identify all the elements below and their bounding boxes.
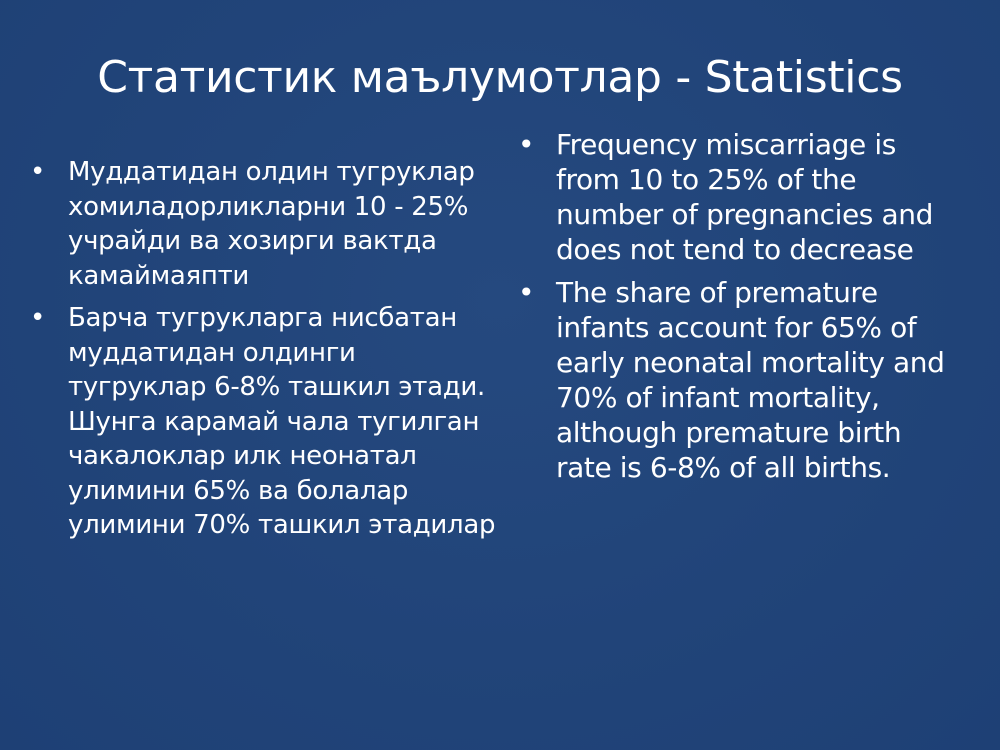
right-bullet-list — [518, 127, 948, 493]
bullet-icon: • — [30, 303, 46, 333]
list-item — [30, 155, 498, 293]
bullet-icon: • — [30, 157, 46, 187]
slide-title: Статистик маълумотлар - Statistics — [97, 52, 903, 103]
list-item — [518, 275, 948, 485]
bullet-icon: • — [518, 128, 535, 161]
list-item — [518, 127, 948, 267]
bullet-text: The share of premature infants account for 65% of early neonatal mortality and 70% of infant mortality, although premature birth rate is 6-8% of all births. — [556, 276, 945, 484]
bullet-text: Барча тугрукларга нисбатан муддатидан олдинги тугруклар 6-8% ташкил этади. Шунга карамай чала тугилган чакалоклар илк неонатал улимини 65% ва болалар улимини 70% ташкил этадилар — [68, 303, 496, 540]
bullet-text: Муддатидан олдин тугруклар хомиладорликларни 10 - 25% учрайди ва хозирги вактда камаймаяпти — [68, 157, 475, 291]
left-bullet-list — [30, 155, 498, 551]
list-item — [30, 301, 498, 543]
bullet-icon: • — [518, 276, 535, 309]
bullet-text: Frequency miscarriage is from 10 to 25% of the number of pregnancies and does not tend to decrease — [556, 128, 933, 266]
